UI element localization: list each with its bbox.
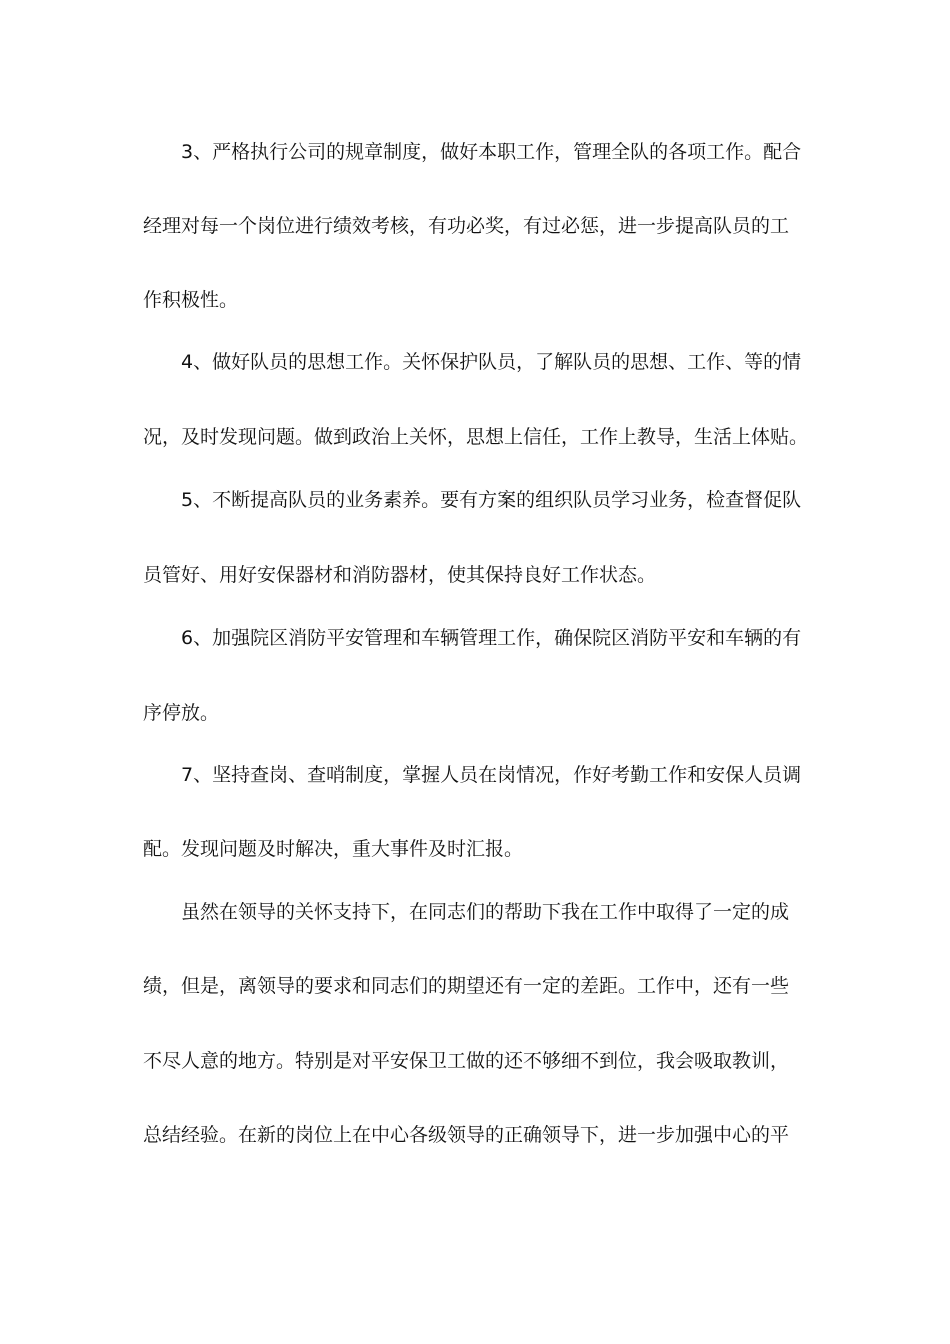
paragraph-4-line-1: 4、做好队员的思想工作。关怀保护队员，了解队员的思想、工作、等的情	[181, 351, 802, 373]
paragraph-6-line-1: 6、加强院区消防平安管理和车辆管理工作，确保院区消防平安和车辆的有	[181, 627, 802, 649]
paragraph-3-line-1: 3、严格执行公司的规章制度，做好本职工作，管理全队的各项工作。配合	[181, 141, 802, 163]
paragraph-3-line-3: 作积极性。	[143, 289, 239, 311]
paragraph-7-line-1: 7、坚持查岗、查哨制度，掌握人员在岗情况，作好考勤工作和安保人员调	[181, 764, 802, 786]
paragraph-5-line-1: 5、不断提高队员的业务素养。要有方案的组织队员学习业务，检查督促队	[181, 489, 802, 511]
paragraph-8-line-1: 虽然在领导的关怀支持下，在同志们的帮助下我在工作中取得了一定的成	[181, 901, 790, 923]
paragraph-5-line-2: 员管好、用好安保器材和消防器材，使其保持良好工作状态。	[143, 564, 657, 586]
paragraph-7-line-2: 配。发现问题及时解决，重大事件及时汇报。	[143, 838, 524, 860]
paragraph-8-line-4: 总结经验。在新的岗位上在中心各级领导的正确领导下，进一步加强中心的平	[143, 1124, 790, 1146]
paragraph-8-line-3: 不尽人意的地方。特别是对平安保卫工做的还不够细不到位，我会吸取教训，	[143, 1050, 790, 1072]
paragraph-8-line-2: 绩，但是，离领导的要求和同志们的期望还有一定的差距。工作中，还有一些	[143, 975, 790, 997]
paragraph-4-line-2: 况，及时发现问题。做到政治上关怀，思想上信任，工作上教导，生活上体贴。	[143, 426, 809, 448]
paragraph-6-line-2: 序停放。	[143, 702, 220, 724]
paragraph-3-line-2: 经理对每一个岗位进行绩效考核，有功必奖，有过必惩，进一步提高队员的工	[143, 215, 790, 237]
